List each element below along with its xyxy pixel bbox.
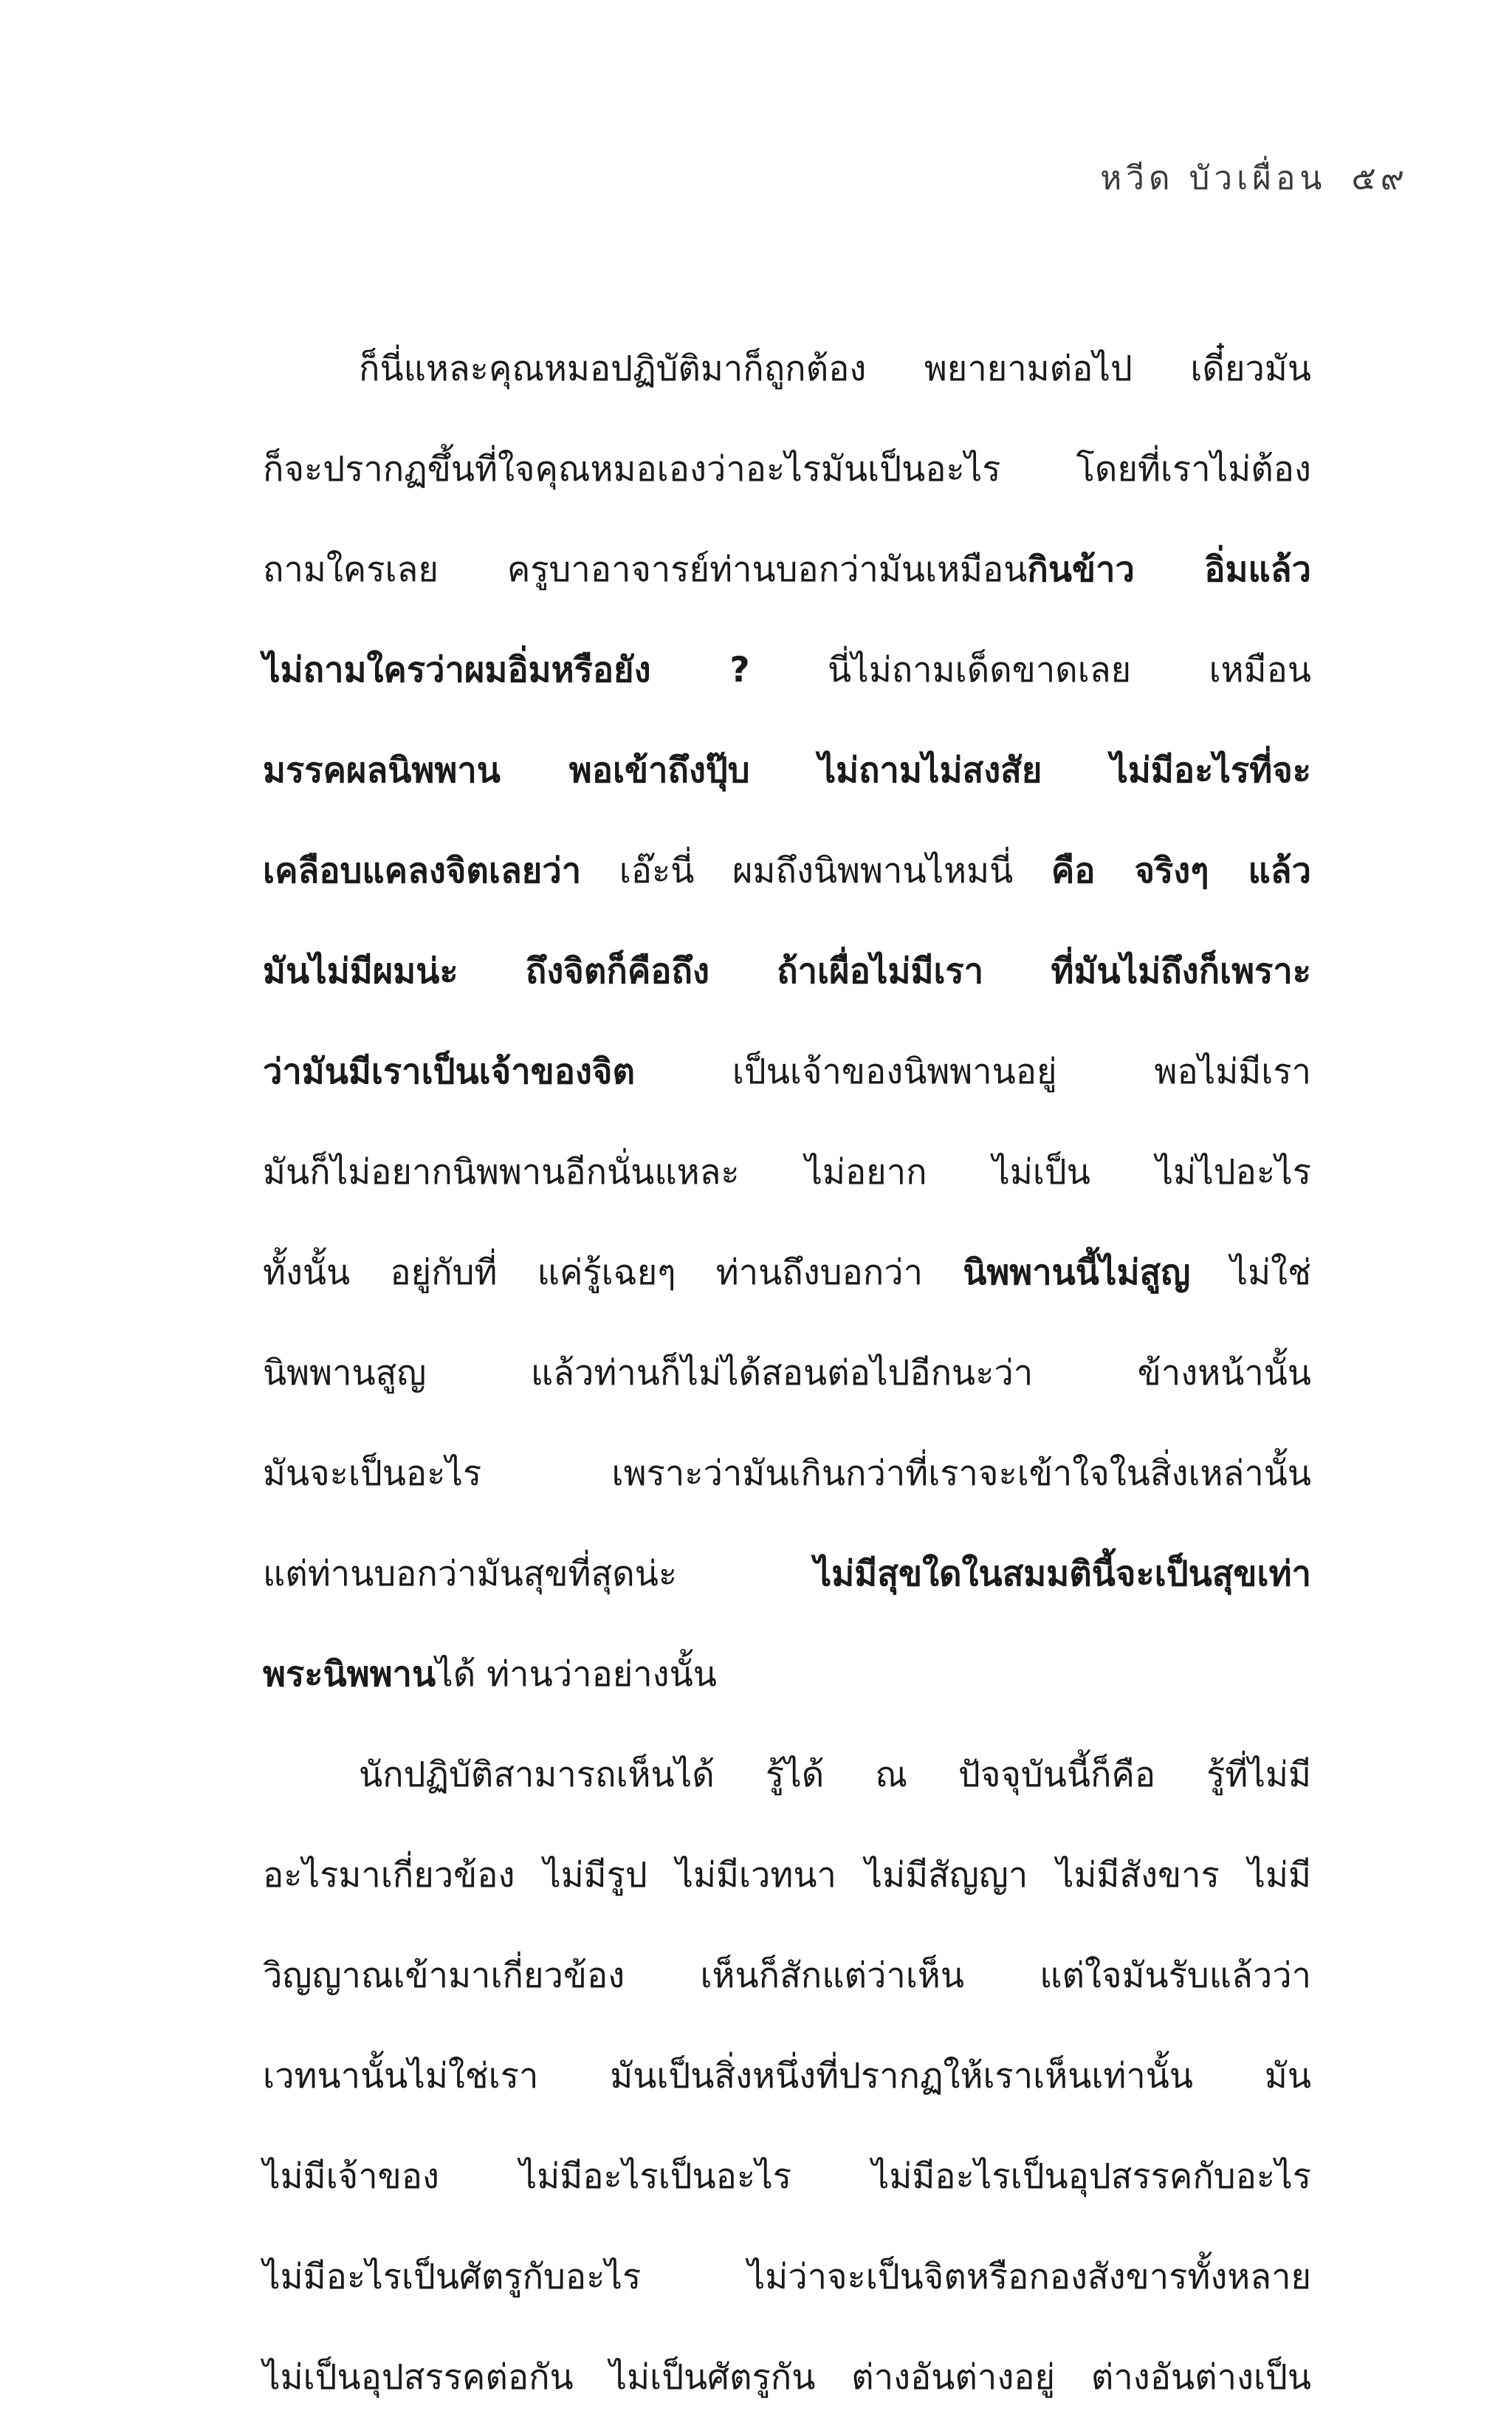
text-line: [263, 1323, 1311, 1424]
text-segment: เอ๊ะนี่ ผมถึงนิพพานไหมนี่: [581, 851, 1051, 891]
bold-text-segment: ว่ามันมีเราเป็นเจ้าของจิต: [263, 1052, 635, 1092]
text-line: [263, 319, 1311, 419]
text-line: [263, 1022, 1311, 1122]
text-line: [263, 1825, 1311, 1926]
text-segment: ทั้งนั้น อยู่กับที่ แค่รู้เฉยๆ ท่านถึงบอกว่า: [263, 1252, 963, 1293]
text-segment: นิพพานสูญ แล้วท่านก็ไม่ได้สอนต่อไปอีกนะว่า ข้างหน้านั้น: [263, 1353, 1311, 1393]
text-line: [263, 1725, 1311, 1825]
text-line: [263, 821, 1311, 922]
text-segment: อะไรมาเกี่ยวข้อง ไม่มีรูป ไม่มีเวทนา ไม่มีสัญญา ไม่มีสังขาร ไม่มี: [263, 1855, 1311, 1896]
text-line: [263, 2127, 1311, 2227]
text-segment: วิญญาณเข้ามาเกี่ยวข้อง เห็นก็สักแต่ว่าเห็น แต่ใจมันรับแล้วว่า: [263, 1955, 1311, 1996]
text-line: [263, 2328, 1311, 2428]
running-header: [1100, 152, 1409, 204]
text-segment: ได้ ท่านว่าอย่างนั้น: [436, 1654, 717, 1695]
text-segment: มันจะเป็นอะไร เพราะว่ามันเกินกว่าที่เราจะเข้าใจในสิ่งเหล่านั้น: [263, 1453, 1311, 1494]
text-segment: นักปฏิบัติสามารถเห็นได้ รู้ได้ ณ ปัจจุบันนี้ก็คือ รู้ที่ไม่มี: [359, 1755, 1311, 1795]
bold-text-segment: นิพพานนี้ไม่สูญ: [963, 1252, 1191, 1293]
text-line: [263, 1424, 1311, 1524]
text-line: [263, 922, 1311, 1022]
text-segment: ถามใครเลย ครูบาอาจารย์ท่านบอกว่ามันเหมือน: [263, 549, 1028, 590]
text-line: [263, 1524, 1311, 1625]
text-line: [263, 1625, 1311, 1725]
bold-text-segment: มันไม่มีผมน่ะ ถึงจิตก็คือถึง ถ้าเผื่อไม่มีเรา ที่มันไม่ถึงก็เพราะ: [263, 951, 1311, 992]
text-line: [263, 520, 1311, 620]
text-line: [263, 2026, 1311, 2127]
text-segment: ไม่มีอะไรเป็นศัตรูกับอะไร ไม่ว่าจะเป็นจิตหรือกองสังขารทั้งหลาย: [263, 2257, 1311, 2297]
header-author: หวีด บัวเผื่อน: [1100, 160, 1327, 197]
text-line: [263, 1122, 1311, 1223]
text-segment: ไม่ใช่: [1190, 1252, 1311, 1293]
text-segment: นี่ไม่ถามเด็ดขาดเลย เหมือน: [749, 650, 1311, 690]
text-line: [263, 2227, 1311, 2328]
body-text: [263, 319, 1311, 2428]
bold-text-segment: เคลือบแคลงจิตเลยว่า: [263, 851, 582, 891]
page-number: ๕๙: [1351, 160, 1409, 197]
text-line: [263, 1926, 1311, 2026]
text-line: [263, 419, 1311, 520]
text-line: [263, 1223, 1311, 1323]
text-segment: ไม่เป็นอุปสรรคต่อกัน ไม่เป็นศัตรูกัน ต่างอันต่างอยู่ ต่างอันต่างเป็น: [263, 2357, 1311, 2398]
bold-text-segment: คือ จริงๆ แล้ว: [1051, 851, 1311, 891]
text-line: [263, 620, 1311, 721]
text-segment: ก็นี่แหละคุณหมอปฏิบัติมาก็ถูกต้อง พยายามต่อไป เดี๋ยวมัน: [359, 349, 1311, 389]
text-segment: ก็จะปรากฏขึ้นที่ใจคุณหมอเองว่าอะไรมันเป็นอะไร โดยที่เราไม่ต้อง: [263, 449, 1311, 490]
text-line: [263, 721, 1311, 821]
text-segment: ไม่มีเจ้าของ ไม่มีอะไรเป็นอะไร ไม่มีอะไรเป็นอุปสรรคกับอะไร: [263, 2156, 1311, 2197]
bold-text-segment: มรรคผลนิพพาน พอเข้าถึงปุ๊บ ไม่ถามไม่สงสัย ไม่มีอะไรที่จะ: [263, 750, 1311, 791]
text-segment: เป็นเจ้าของนิพพานอยู่ พอไม่มีเรา: [634, 1052, 1311, 1092]
bold-text-segment: พระนิพพาน: [263, 1654, 436, 1695]
bold-text-segment: ไม่มีสุขใดในสมมตินี้จะเป็นสุขเท่า: [814, 1554, 1311, 1594]
bold-text-segment: ไม่ถามใครว่าผมอิ่มหรือยัง ?: [263, 650, 750, 690]
text-segment: แต่ท่านบอกว่ามันสุขที่สุดน่ะ: [263, 1554, 814, 1594]
bold-text-segment: กินข้าว อิ่มแล้ว: [1027, 549, 1311, 590]
text-segment: เวทนานั้นไม่ใช่เรา มันเป็นสิ่งหนึ่งที่ปรากฏให้เราเห็นเท่านั้น มัน: [263, 2056, 1311, 2096]
text-segment: มันก็ไม่อยากนิพพานอีกนั่นแหละ ไม่อยาก ไม่เป็น ไม่ไปอะไร: [263, 1152, 1311, 1193]
